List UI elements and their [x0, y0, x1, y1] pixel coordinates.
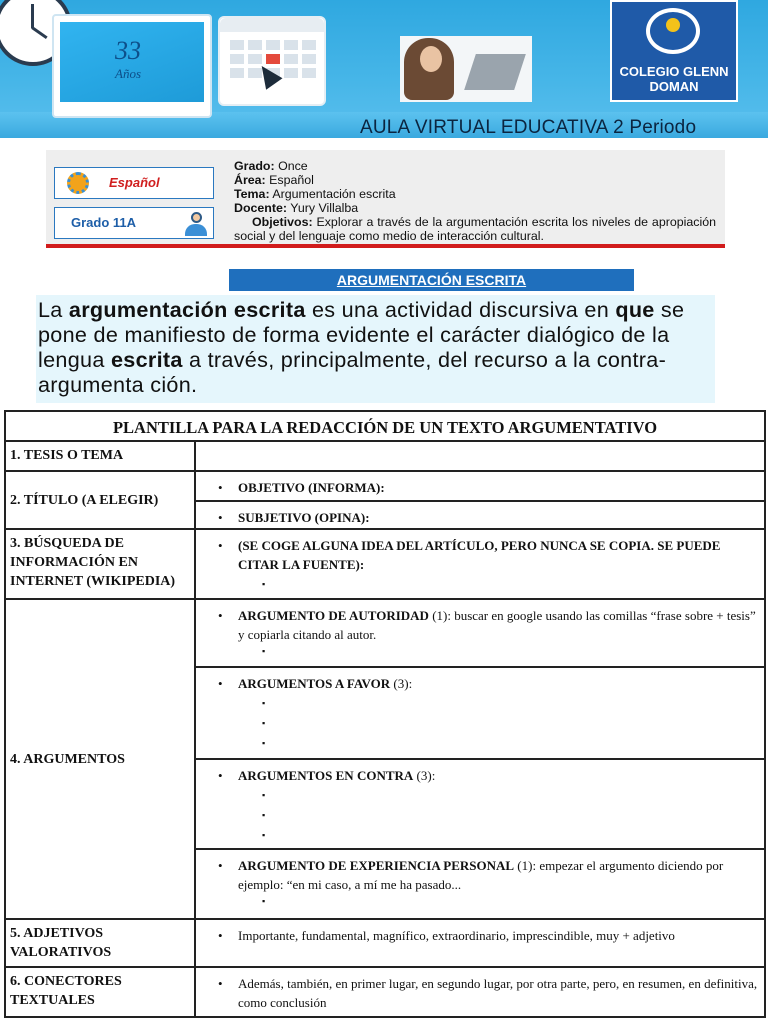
course-details: Grado: Once Área: Español Tema: Argumentación escrita Docente: Yury Villalba Objetivos: Explorar a través de la argumentación escrita los niveles de apropiación social y del lenguaje como medio de interacción cultural. [234, 159, 716, 243]
table-row [6, 472, 764, 530]
cell-autoridad: • ARGUMENTO DE AUTORIDAD (1): buscar en google usando las comillas “frase sobre + tesis” y copiarla citando al autor. ▪ [196, 600, 764, 668]
template-title: PLANTILLA PARA LA REDACCIÓN DE UN TEXTO ARGUMENTATIVO [6, 412, 764, 442]
table-row [6, 530, 764, 600]
monitor-icon [52, 14, 212, 118]
cell-objetivo: • OBJETIVO (INFORMA): [196, 472, 764, 502]
argument-template-table [4, 410, 766, 1018]
cell-adjetivos: • Importante, fundamental, magnífico, extraordinario, imprescindible, muy + adjetivo [196, 920, 764, 968]
course-info-box [46, 150, 725, 248]
cell-busqueda: • (SE COGE ALGUNA IDEA DEL ARTÍCULO, PERO NUNCA SE COPIA. SE PUEDE CITAR LA FUENTE): ▪ [196, 530, 764, 600]
grade-pill [54, 207, 214, 239]
cell-conectores: • Además, también, en primer lugar, en segundo lugar, por otra parte, pero, en resumen, en definitiva, como conclusión [196, 968, 764, 1016]
row-label-conectores: 6. CONECTORES TEXTUALES [6, 968, 196, 1016]
docente-value: Yury Villalba [290, 201, 359, 215]
calendar-icon [218, 16, 326, 106]
aula-title: AULA VIRTUAL EDUCATIVA 2 Periodo [360, 117, 697, 138]
table-row [6, 968, 764, 1016]
cell-contra: • ARGUMENTOS EN CONTRA (3): ▪ ▪ ▪ [196, 760, 764, 850]
school-name: COLEGIO GLENN DOMAN [619, 64, 729, 94]
cell-favor: • ARGUMENTOS A FAVOR (3): ▪ ▪ ▪ [196, 668, 764, 760]
grado-value: Once [278, 159, 308, 173]
cell-subjetivo: • SUBJETIVO (OPINA): [196, 502, 764, 530]
row-label-busqueda: 3. BÚSQUEDA DE INFORMACIÓN EN INTERNET (WIKIPEDIA) [6, 530, 196, 598]
cell-experiencia: • ARGUMENTO DE EXPERIENCIA PERSONAL (1): empezar el argumento diciendo por ejemplo: “en mi caso, a mí me ha pasado... ▪ [196, 850, 764, 920]
objetivos-value: Explorar a través de la argumentación escrita los niveles de apropiación social y del lenguaje como medio de interacción cultural. [234, 215, 716, 243]
definition-text: La argumentación escrita es una actividad discursiva en que se pone de manifiesto de forma evidente el carácter dialógico de la lengua escrita a través, principalmente, del recurso a la contra-argumenta ción. [36, 295, 715, 403]
area-value: Español [269, 173, 314, 187]
header-banner [0, 0, 768, 138]
grade-label: Grado 11A [71, 215, 137, 230]
row-label-tesis: 1. TESIS O TEMA [6, 442, 196, 470]
school-logo [610, 0, 738, 102]
student-photo [400, 36, 532, 102]
table-row [6, 920, 764, 968]
row-label-argumentos: 4. ARGUMENTOS [6, 600, 196, 918]
table-row [6, 442, 764, 472]
anniversary-logo: 33 Años [115, 36, 141, 81]
row-label-adjetivos: 5. ADJETIVOS VALORATIVOS [6, 920, 196, 966]
subject-label: Español [109, 175, 160, 190]
table-row [6, 600, 764, 920]
row-label-titulo: 2. TÍTULO (A ELEGIR) [6, 472, 196, 528]
gear-icon [67, 172, 89, 194]
section-heading: ARGUMENTACIÓN ESCRITA [229, 269, 634, 291]
tema-value: Argumentación escrita [272, 187, 396, 201]
subject-pill [54, 167, 214, 199]
user-icon [183, 210, 209, 236]
